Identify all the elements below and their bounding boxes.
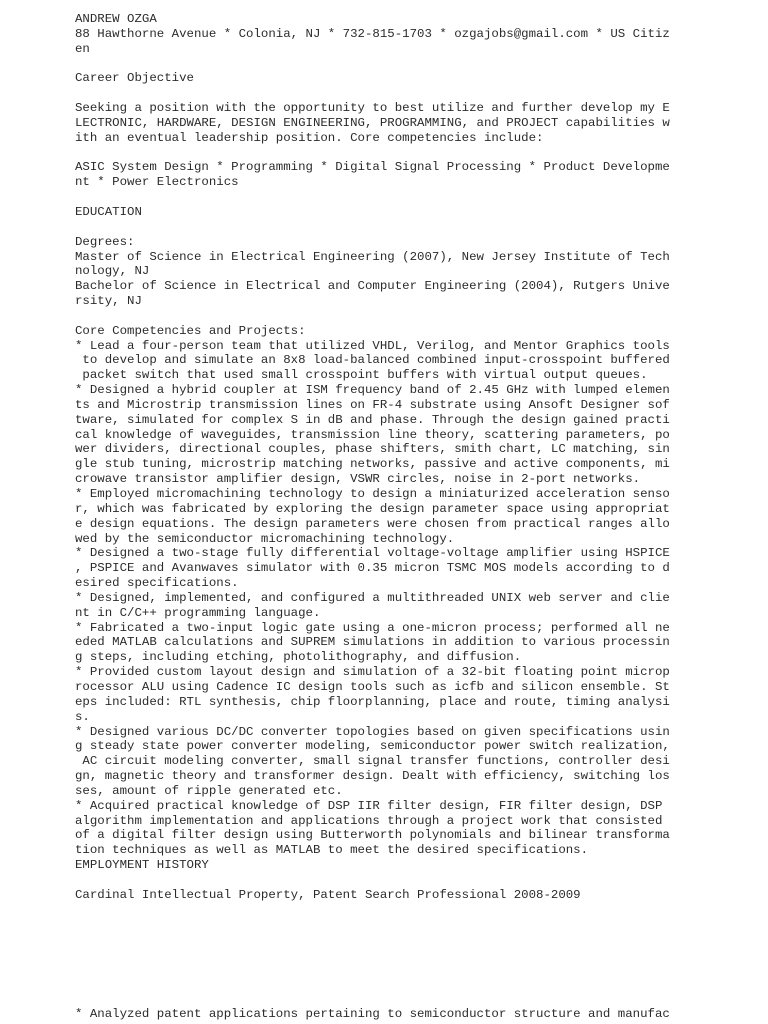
text-line: en [75, 41, 90, 56]
text-line: * Designed a two-stage fully differential voltage-voltage amplifier using HSPICE [75, 546, 670, 561]
text-line: * Provided custom layout design and simulation of a 32-bit floating point microp [75, 665, 670, 680]
text-line [75, 873, 670, 888]
text-line [75, 190, 670, 205]
text-line [75, 917, 670, 932]
text-line: LECTRONIC, HARDWARE, DESIGN ENGINEERING, PROGRAMMING, and PROJECT capabilities w [75, 115, 670, 130]
text-line [75, 86, 670, 101]
text-line [75, 932, 670, 947]
text-line: s. [75, 709, 90, 724]
text-line: , PSPICE and Avanwaves simulator with 0.35 micron TSMC MOS models according to d [75, 561, 670, 576]
text-line: ses, amount of ripple generated etc. [75, 783, 343, 798]
text-line: Career Objective [75, 71, 194, 86]
text-line [75, 146, 670, 161]
text-line: gn, magnetic theory and transformer design. Dealt with efficiency, switching los [75, 769, 670, 784]
text-line: ANDREW OZGA [75, 12, 157, 26]
text-line: ASIC System Design * Programming * Digital Signal Processing * Product Developme [75, 160, 670, 175]
text-line: esired specifications. [75, 576, 239, 591]
text-line: Master of Science in Electrical Engineering (2007), New Jersey Institute of Tech [75, 249, 670, 264]
text-line: Bachelor of Science in Electrical and Computer Engineering (2004), Rutgers Unive [75, 279, 670, 294]
text-line: wer dividers, directional couples, phase shifters, smith chart, LC matching, sin [75, 442, 670, 457]
text-line: Cardinal Intellectual Property, Patent Search Professional 2008-2009 [75, 887, 581, 902]
text-line: eps included: RTL synthesis, chip floorplanning, place and route, timing analysi [75, 694, 670, 709]
text-line: 88 Hawthorne Avenue * Colonia, NJ * 732-815-1703 * ozgajobs@gmail.com * US Citiz [75, 26, 670, 41]
text-line: nt in C/C++ programming language. [75, 605, 321, 620]
text-line [75, 57, 670, 72]
text-line: * Analyzed patent applications pertaining to semiconductor structure and manufac [75, 1006, 670, 1021]
resume-text [75, 12, 670, 1021]
text-line: ith an eventual leadership position. Core competencies include: [75, 130, 544, 145]
text-line: wed by the semiconductor micromachining technology. [75, 531, 455, 546]
text-line: tion techniques as well as MATLAB to meet the desired specifications. [75, 843, 589, 858]
text-line: EMPLOYMENT HISTORY [75, 858, 209, 873]
text-line: g steps, including etching, photolithography, and diffusion. [75, 650, 522, 665]
text-line: * Designed various DC/DC converter topologies based on given specifications usin [75, 724, 670, 739]
text-line: gle stub tuning, microstrip matching networks, passive and active components, mi [75, 457, 670, 472]
text-line: * Fabricated a two-input logic gate using a one-micron process; performed all ne [75, 620, 670, 635]
text-line: ts and Microstrip transmission lines on FR-4 substrate using Ansoft Designer sof [75, 397, 670, 412]
text-line: AC circuit modeling converter, small signal transfer functions, controller desi [75, 754, 670, 769]
text-line [75, 977, 670, 992]
text-line: rsity, NJ [75, 294, 142, 309]
text-line [75, 903, 670, 918]
text-line: algorithm implementation and applications through a project work that consisted [75, 813, 663, 828]
text-line [75, 947, 670, 962]
text-line: Seeking a position with the opportunity to best utilize and further develop my E [75, 101, 670, 116]
text-line: * Designed, implemented, and configured a multithreaded UNIX web server and clie [75, 590, 670, 605]
text-line: Core Competencies and Projects: [75, 323, 306, 338]
text-line [75, 992, 670, 1007]
text-line: of a digital filter design using Butterworth polynomials and bilinear transforma [75, 828, 670, 843]
text-line: cal knowledge of waveguides, transmission line theory, scattering parameters, po [75, 427, 670, 442]
text-line: r, which was fabricated by exploring the design parameter space using appropriat [75, 501, 670, 516]
text-line: g steady state power converter modeling, semiconductor power switch realization, [75, 739, 670, 754]
text-line: crowave transistor amplifier design, VSWR circles, noise in 2-port networks. [75, 472, 641, 487]
text-line [75, 962, 670, 977]
text-line: packet switch that used small crosspoint buffers with virtual output queues. [75, 368, 648, 383]
text-line: tware, simulated for complex S in dB and phase. Through the design gained practi [75, 412, 670, 427]
text-line: eded MATLAB calculations and SUPREM simulations in addition to various processin [75, 635, 670, 650]
text-line: to develop and simulate an 8x8 load-balanced combined input-crosspoint buffered [75, 353, 670, 368]
text-line [75, 220, 670, 235]
text-line: * Acquired practical knowledge of DSP IIR filter design, FIR filter design, DSP [75, 798, 663, 813]
text-line: rocessor ALU using Cadence IC design tools such as icfb and silicon ensemble. St [75, 679, 670, 694]
text-line [75, 309, 670, 324]
text-line: nology, NJ [75, 264, 150, 279]
text-line: * Employed micromachining technology to design a miniaturized acceleration senso [75, 487, 670, 501]
text-line: * Lead a four-person team that utilized VHDL, Verilog, and Mentor Graphics tools [75, 338, 670, 353]
text-line: nt * Power Electronics [75, 175, 239, 190]
text-line: e design equations. The design parameters were chosen from practical ranges allo [75, 516, 670, 531]
text-line: Degrees: [75, 234, 135, 249]
text-line: EDUCATION [75, 204, 142, 219]
text-line: * Designed a hybrid coupler at ISM frequency band of 2.45 GHz with lumped elemen [75, 383, 670, 398]
